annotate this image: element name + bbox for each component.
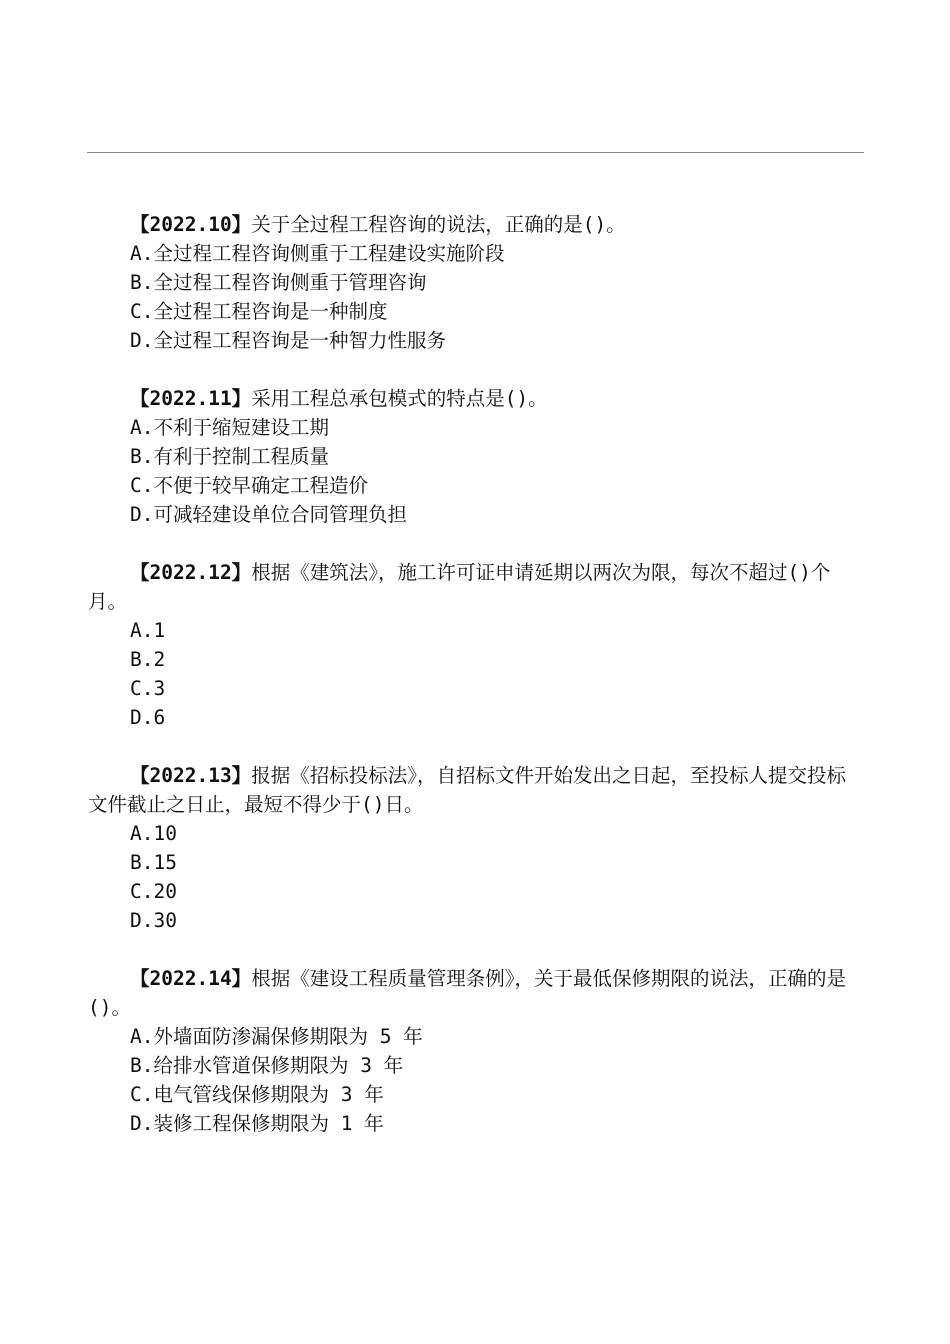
option-a: A.10	[130, 822, 177, 845]
question-list	[88, 210, 863, 1167]
header-divider	[87, 152, 864, 153]
option-c: C.不便于较早确定工程造价	[130, 474, 368, 497]
question-stem	[88, 964, 863, 1022]
question-text: 根据《建筑法》，施工许可证申请延期以两次为限，每次不超过()个月。	[88, 561, 831, 613]
question-2022-14	[88, 964, 863, 1138]
question-text: 关于全过程工程咨询的说法，正确的是()。	[251, 213, 626, 236]
question-tag: 【2022.11】	[130, 387, 252, 410]
question-2022-10	[88, 210, 863, 355]
question-tag: 【2022.12】	[130, 561, 252, 584]
option-b: B.2	[130, 648, 166, 671]
question-text: 报据《招标投标法》，自招标文件开始发出之日起，至投标人提交投标文件截止之日止，最短不得少于()日。	[88, 764, 846, 816]
option-a: A.外墙面防渗漏保修期限为 5 年	[130, 1025, 423, 1048]
option-b: B.有利于控制工程质量	[130, 445, 329, 468]
question-2022-12	[88, 558, 863, 732]
option-d: D.6	[130, 706, 166, 729]
option-d: D.30	[130, 909, 177, 932]
option-b: B.给排水管道保修期限为 3 年	[130, 1054, 404, 1077]
question-tag: 【2022.10】	[130, 213, 252, 236]
question-stem	[88, 210, 863, 239]
option-a: A.1	[130, 619, 166, 642]
option-d: D.可减轻建设单位合同管理负担	[130, 503, 407, 526]
option-b: B.全过程工程咨询侧重于管理咨询	[130, 271, 427, 294]
option-c: C.全过程工程咨询是一种制度	[130, 300, 388, 323]
question-2022-11	[88, 384, 863, 529]
question-text: 根据《建设工程质量管理条例》，关于最低保修期限的说法，正确的是()。	[88, 967, 846, 1019]
option-a: A.全过程工程咨询侧重于工程建设实施阶段	[130, 242, 505, 265]
option-d: D.全过程工程咨询是一种智力性服务	[130, 329, 446, 352]
option-c: C.20	[130, 880, 177, 903]
option-d: D.装修工程保修期限为 1 年	[130, 1112, 384, 1135]
question-tag: 【2022.13】	[130, 764, 252, 787]
option-c: C.电气管线保修期限为 3 年	[130, 1083, 384, 1106]
option-b: B.15	[130, 851, 177, 874]
option-c: C.3	[130, 677, 166, 700]
question-stem	[88, 558, 863, 616]
question-tag: 【2022.14】	[130, 967, 252, 990]
option-a: A.不利于缩短建设工期	[130, 416, 329, 439]
question-2022-13	[88, 761, 863, 935]
question-text: 采用工程总承包模式的特点是()。	[251, 387, 548, 410]
question-stem	[88, 761, 863, 819]
question-stem	[88, 384, 863, 413]
